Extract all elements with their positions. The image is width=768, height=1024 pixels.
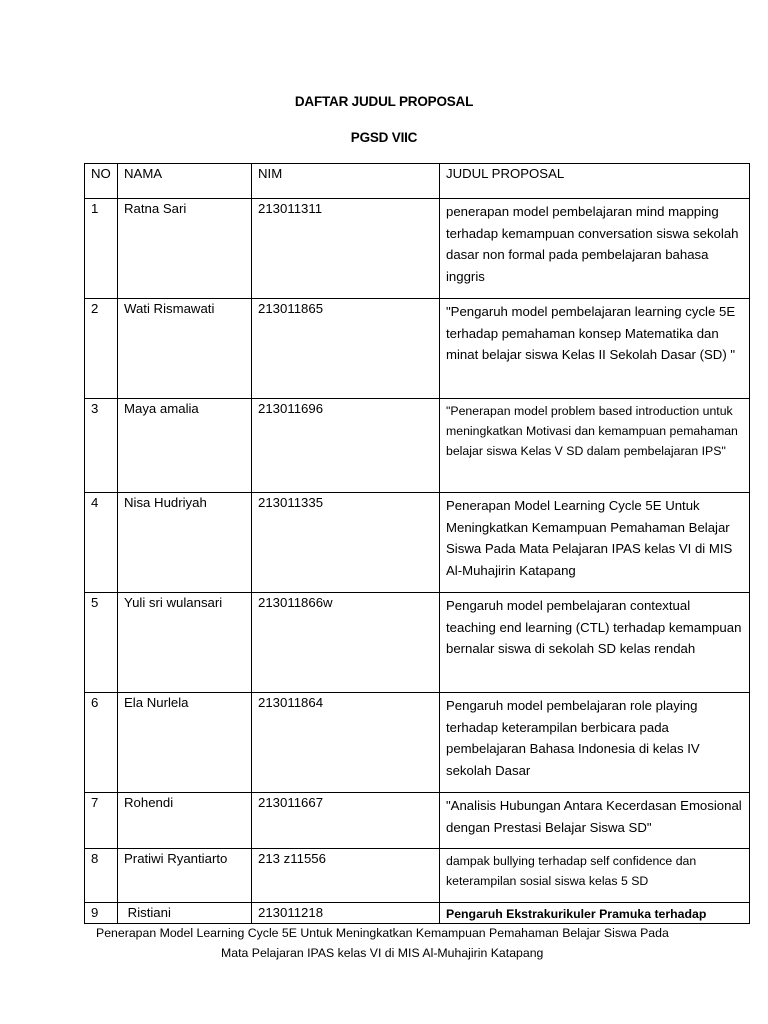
cell-nim: 213011864 — [252, 693, 440, 793]
table-row — [85, 903, 750, 924]
table-row — [85, 793, 750, 849]
cell-nim: 213 z11556 — [252, 849, 440, 903]
table-row — [85, 593, 750, 693]
cell-no: 4 — [85, 493, 118, 593]
cell-nama: Ristiani — [118, 903, 252, 924]
table-row — [85, 849, 750, 903]
cell-nama: Nisa Hudriyah — [118, 493, 252, 593]
cell-no: 5 — [85, 593, 118, 693]
cell-nim: 213011696 — [252, 399, 440, 493]
cell-judul: dampak bullying terhadap self confidence dan keterampilan sosial siswa kelas 5 SD — [440, 849, 750, 903]
cell-nama: Yuli sri wulansari — [118, 593, 252, 693]
cell-judul: Pengaruh Ekstrakurikuler Pramuka terhadap — [440, 903, 750, 924]
cell-nim: 213011667 — [252, 793, 440, 849]
header-nama: NAMA — [118, 164, 252, 199]
table-row — [85, 399, 750, 493]
cell-no: 6 — [85, 693, 118, 793]
cell-no: 1 — [85, 199, 118, 299]
cell-no: 8 — [85, 849, 118, 903]
cell-nim: 213011335 — [252, 493, 440, 593]
cell-nama: Ela Nurlela — [118, 693, 252, 793]
table-header-row — [85, 164, 750, 199]
header-no: NO — [85, 164, 118, 199]
table-row — [85, 299, 750, 399]
cell-nama: Rohendi — [118, 793, 252, 849]
cell-nama: Maya amalia — [118, 399, 252, 493]
header-judul: JUDUL PROPOSAL — [440, 164, 750, 199]
cell-no: 9 — [85, 903, 118, 924]
cell-nim: 213011865 — [252, 299, 440, 399]
cell-judul: "Analisis Hubungan Antara Kecerdasan Emosional dengan Prestasi Belajar Siswa SD" — [440, 793, 750, 849]
cell-nim: 213011866w — [252, 593, 440, 693]
document-title: DAFTAR JUDUL PROPOSAL — [294, 94, 474, 109]
header-nim: NIM — [252, 164, 440, 199]
cell-nama: Ratna Sari — [118, 199, 252, 299]
table-row — [85, 693, 750, 793]
continuation-text-line-1: Penerapan Model Learning Cycle 5E Untuk Meningkatkan Kemampuan Pemahaman Belajar Siswa Pada — [96, 926, 669, 940]
cell-nama: Pratiwi Ryantiarto — [118, 849, 252, 903]
cell-nim: 213011218 — [252, 903, 440, 924]
cell-no: 7 — [85, 793, 118, 849]
cell-judul: Pengaruh model pembelajaran contextual teaching end learning (CTL) terhadap kemampuan bernalar siswa di sekolah SD kelas rendah — [440, 593, 750, 693]
cell-nama: Wati Rismawati — [118, 299, 252, 399]
cell-judul: penerapan model pembelajaran mind mapping terhadap kemampuan conversation siswa sekolah dasar non formal pada pembelajaran bahasa inggris — [440, 199, 750, 299]
continuation-text-line-2: Mata Pelajaran IPAS kelas VI di MIS Al-Muhajirin Katapang — [221, 946, 544, 960]
cell-no: 3 — [85, 399, 118, 493]
table-row — [85, 199, 750, 299]
cell-judul: Penerapan Model Learning Cycle 5E Untuk Meningkatkan Kemampuan Pemahaman Belajar Siswa Pada Mata Pelajaran IPAS kelas VI di MIS Al-Muhajirin Katapang — [440, 493, 750, 593]
proposal-table — [84, 163, 750, 924]
cell-judul: "Pengaruh model pembelajaran learning cycle 5E terhadap pemahaman konsep Matematika dan minat belajar siswa Kelas II Sekolah Dasar (SD) " — [440, 299, 750, 399]
cell-judul: "Penerapan model problem based introduction untuk meningkatkan Motivasi dan kemampuan pemahaman belajar siswa Kelas V SD dalam pembelajaran IPS" — [440, 399, 750, 493]
table-row — [85, 493, 750, 593]
document-subtitle: PGSD VIIC — [350, 130, 418, 145]
cell-nim: 213011311 — [252, 199, 440, 299]
cell-no: 2 — [85, 299, 118, 399]
cell-judul: Pengaruh model pembelajaran role playing terhadap keterampilan berbicara pada pembelajaran Bahasa Indonesia di kelas IV sekolah Dasar — [440, 693, 750, 793]
